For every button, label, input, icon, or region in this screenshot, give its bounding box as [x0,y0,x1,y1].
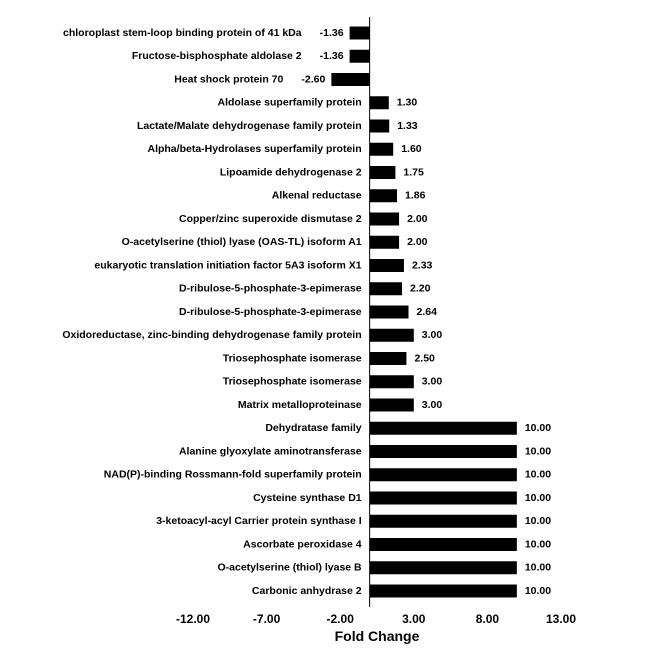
category-label: Alkenal reductase [271,189,362,202]
value-label: 2.64 [416,305,437,318]
category-label: Heat shock protein 70 [174,73,284,86]
category-label: NAD(P)-binding Rossmann-fold superfamily protein [103,468,362,481]
x-tick-labels-group [176,612,576,626]
category-label: Lactate/Malate dehydrogenase family protein [136,119,362,132]
value-label: 3.00 [421,398,443,411]
bar [350,50,370,63]
bar [370,120,390,133]
value-label: 10.00 [524,515,552,528]
bar [370,213,399,226]
bar [370,538,517,551]
bar [370,282,402,295]
bar [370,236,399,249]
value-label: 1.33 [397,119,418,132]
category-label: Alanine glyoxylate aminotransferase [178,445,362,458]
value-label: 3.00 [421,375,443,388]
x-tick-label: -7.00 [252,612,281,626]
bar [370,492,517,505]
x-tick-label: 13.00 [545,612,577,626]
bar [370,375,414,388]
category-label: D-ribulose-5-phosphate-3-epimerase [179,282,362,295]
bar [370,399,414,412]
value-label: 10.00 [524,445,552,458]
bar [350,27,370,40]
value-label: -1.36 [319,26,344,39]
value-label: 1.30 [396,96,418,109]
x-tick-label: -2.00 [326,612,354,626]
category-label: Carbonic anhydrase 2 [251,584,362,597]
category-label: O-acetylserine (thiol) lyase (OAS-TL) isoform A1 [121,236,362,249]
category-label: 3-ketoacyl-acyl Carrier protein synthase I [156,515,362,528]
category-label: Dehydratase family [265,422,362,435]
value-label: 10.00 [524,422,552,435]
bar [370,259,404,272]
bar [370,96,389,109]
category-label: D-ribulose-5-phosphate-3-epimerase [179,305,362,318]
bar [370,189,397,202]
value-label: 2.33 [411,259,433,272]
category-label: Alpha/beta-Hydrolases superfamily protein [147,143,362,156]
bar [370,306,409,319]
bar [370,143,394,156]
value-label: 10.00 [524,538,552,551]
value-label: 1.86 [405,189,426,202]
value-label: 1.75 [403,166,424,179]
value-label: 2.00 [407,212,428,225]
bar [370,468,517,481]
category-labels-group [62,27,362,597]
category-label: chloroplast stem-loop binding protein of 41 kDa [63,26,302,39]
value-label: -2.60 [301,73,326,86]
bar [370,166,396,179]
value-label: 10.00 [524,468,552,481]
category-label: Copper/zinc superoxide dismutase 2 [178,212,362,225]
bar [331,73,369,86]
category-label: Triosephosphate isomerase [222,375,362,388]
category-label: Triosephosphate isomerase [222,352,362,365]
value-label: 10.00 [524,491,552,504]
category-label: eukaryotic translation initiation factor 5A3 isoform X1 [94,259,362,272]
bar [370,585,517,598]
bar [370,422,517,435]
x-tick-label: 8.00 [475,612,500,626]
category-label: Matrix metalloproteinase [237,398,362,411]
bar [370,445,517,458]
category-label: Lipoamide dehydrogenase 2 [219,166,362,179]
bar [370,329,414,342]
value-label: 2.50 [414,352,435,365]
x-tick-label: -12.00 [175,612,211,626]
x-axis-title: Fold Change [334,628,420,644]
bar [370,515,517,528]
category-label: Fructose-bisphosphate aldolase 2 [131,50,302,63]
value-label: 2.00 [407,236,428,249]
category-label: O-acetylserine (thiol) lyase B [217,561,362,574]
category-label: Cysteine synthase D1 [253,491,362,504]
value-label: 3.00 [421,329,443,342]
category-label: Ascorbate peroxidase 4 [243,538,362,551]
value-label: 1.60 [401,143,422,156]
category-label: Aldolase superfamily protein [217,96,362,109]
value-label: 2.20 [410,282,431,295]
bar [370,561,517,574]
category-label: Oxidoreductase, zinc-binding dehydrogenase family protein [62,329,362,342]
bar [370,352,407,365]
x-tick-label: 3.00 [402,612,426,626]
value-label: -1.36 [319,50,344,63]
value-label: 10.00 [524,584,552,597]
value-label: 10.00 [524,561,552,574]
